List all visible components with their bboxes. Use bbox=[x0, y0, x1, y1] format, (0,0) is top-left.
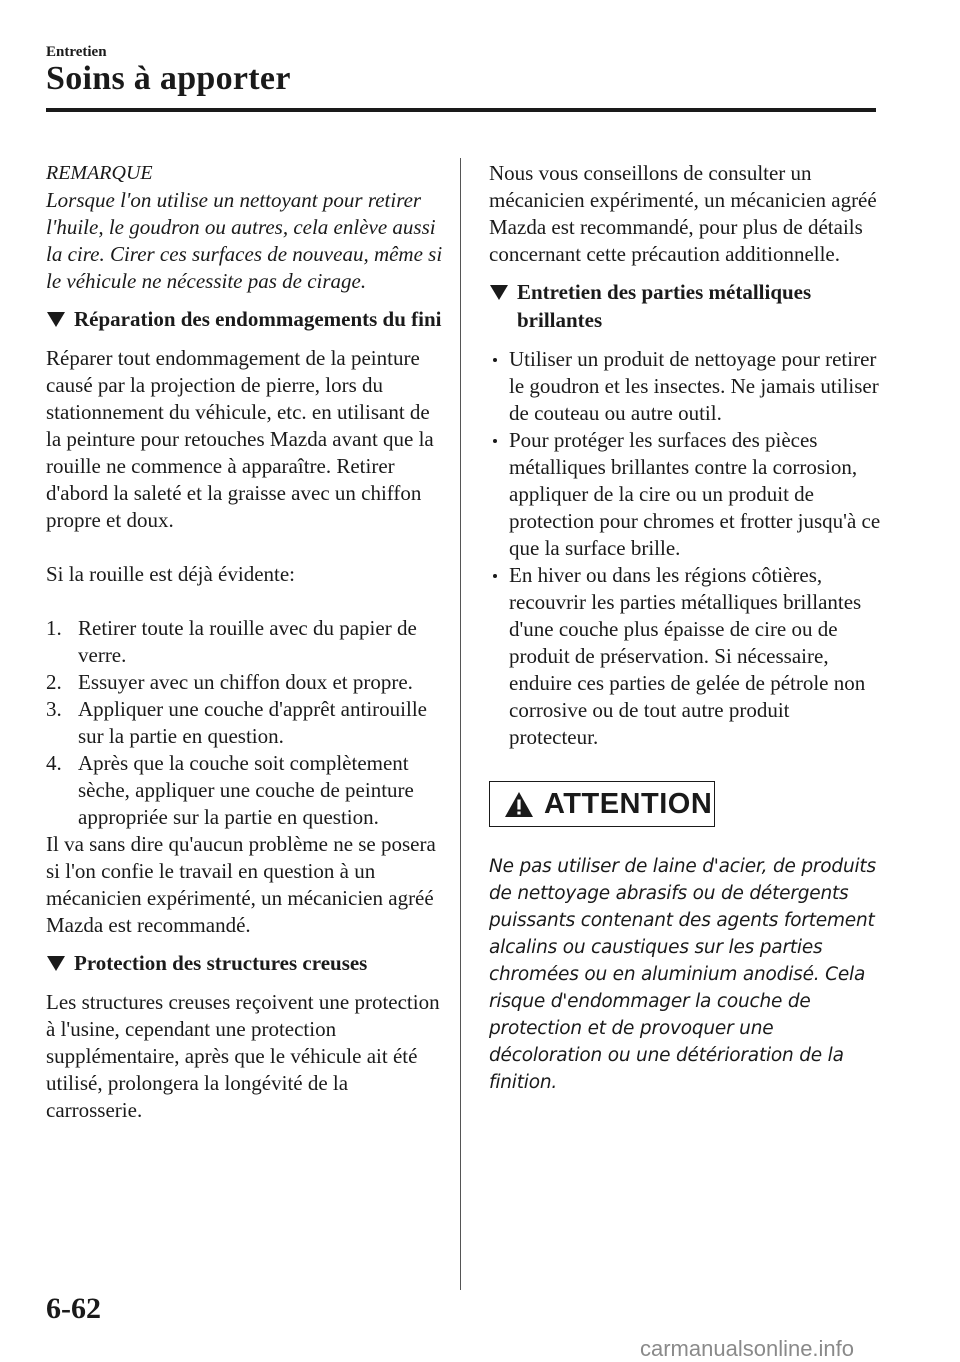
heading-paint-repair-text: Réparation des endommagements du fini bbox=[74, 307, 442, 331]
list-item bbox=[489, 427, 881, 562]
right-column bbox=[489, 160, 881, 1096]
step-text: Retirer toute la rouille avec du papier de verre. bbox=[78, 616, 417, 667]
list-item bbox=[489, 346, 881, 427]
step-text: Après que la couche soit complètement sèche, appliquer une couche de peinture appropriée sur la partie en question. bbox=[78, 751, 414, 829]
heading-hollow-structures bbox=[46, 949, 446, 977]
note-title: REMARQUE bbox=[46, 162, 153, 184]
rust-steps-list bbox=[46, 615, 446, 831]
heading-bright-metal bbox=[489, 278, 881, 334]
attention-box bbox=[489, 781, 715, 827]
section-label: Entretien bbox=[46, 44, 107, 60]
list-item bbox=[489, 562, 881, 751]
rust-intro-paragraph: Si la rouille est déjà évidente: bbox=[46, 562, 296, 586]
triangle-marker-icon bbox=[47, 956, 65, 971]
heading-bright-metal-text: Entretien des parties métalliques brillantes bbox=[517, 280, 812, 332]
note-text: Lorsque l'on utilise un nettoyant pour retirer l'huile, le goudron ou autres, cela enlève aussi la cire. Cirer ces surfaces de nouveau, même si le véhicule ne nécessite pas de cirage. bbox=[46, 188, 443, 293]
caution-text: Ne pas utiliser de laine d'acier, de produits de nettoyage abrasifs ou de détergents puissants contenant des agents fortement alcalins ou caustiques sur les parties chromées ou en aluminium anodisé. Cela risque d'endommager la couche de protection et de provoquer une décoloration ou une détérioration de la finition. bbox=[489, 856, 876, 1093]
list-item bbox=[46, 615, 446, 669]
attention-label: ATTENTION bbox=[544, 787, 713, 820]
column-divider bbox=[460, 158, 461, 1290]
step-number: 2. bbox=[46, 670, 62, 694]
step-text: Appliquer une couche d'apprêt antirouille sur la partie en question. bbox=[78, 697, 427, 748]
bullet-dot-icon bbox=[493, 574, 497, 578]
bright-metal-list bbox=[489, 346, 881, 751]
step-number: 3. bbox=[46, 697, 62, 721]
bullet-text: Utiliser un produit de nettoyage pour retirer le goudron et les insectes. Ne jamais utiliser de couteau ou autre outil. bbox=[509, 347, 879, 425]
mechanic-paragraph: Il va sans dire qu'aucun problème ne se posera si l'on confie le travail en question à un mécanicien expérimenté, un mécanicien agréé Mazda est recommandé. bbox=[46, 832, 436, 937]
triangle-marker-icon bbox=[47, 312, 65, 327]
title-rule bbox=[46, 108, 876, 112]
watermark: carmanualsonline.info bbox=[640, 1336, 855, 1361]
list-item bbox=[46, 696, 446, 750]
heading-hollow-structures-text: Protection des structures creuses bbox=[74, 951, 368, 975]
step-number: 4. bbox=[46, 751, 62, 775]
paint-repair-paragraph: Réparer tout endommagement de la peinture causé par la projection de pierre, lors du stationnement du véhicule, etc. en utilisant de la peinture pour retouches Mazda avant que la rouille ne commence à apparaître. Retirer d'abord la saleté et la graisse avec un chiffon propre et doux. bbox=[46, 346, 434, 532]
bullet-dot-icon bbox=[493, 439, 497, 443]
spacer bbox=[46, 588, 446, 615]
left-column bbox=[46, 160, 446, 1124]
step-number: 1. bbox=[46, 616, 62, 640]
consult-paragraph: Nous vous conseillons de consulter un mécanicien expérimenté, un mécanicien agréé Mazda est recommandé, pour plus de détails concernant cette précaution additionnelle. bbox=[489, 161, 877, 266]
list-item bbox=[46, 669, 446, 696]
triangle-marker-icon bbox=[490, 285, 508, 300]
list-item bbox=[46, 750, 446, 831]
heading-paint-repair bbox=[46, 305, 446, 333]
bullet-text: En hiver ou dans les régions côtières, recouvrir les parties métalliques brillantes d'une couche plus épaisse de cire ou de produit de préservation. Si nécessaire, enduire ces parties de gelée de pétrole non corrosive ou de tout autre produit protecteur. bbox=[509, 563, 866, 749]
spacer bbox=[46, 534, 446, 561]
page-number: 6-62 bbox=[46, 1292, 101, 1325]
page-title: Soins à apporter bbox=[46, 60, 291, 97]
hollow-structures-paragraph: Les structures creuses reçoivent une protection à l'usine, cependant une protection supplémentaire, après que le véhicule ait été utilisé, prolongera la longévité de la carrosserie. bbox=[46, 990, 440, 1122]
step-text: Essuyer avec un chiffon doux et propre. bbox=[78, 670, 413, 694]
bullet-dot-icon bbox=[493, 358, 497, 362]
bullet-text: Pour protéger les surfaces des pièces métalliques brillantes contre la corrosion, appliquer de la cire ou un produit de protection pour chromes et frotter jusqu'à ce que la surface brille. bbox=[509, 428, 881, 560]
warning-triangle-icon bbox=[504, 791, 534, 818]
